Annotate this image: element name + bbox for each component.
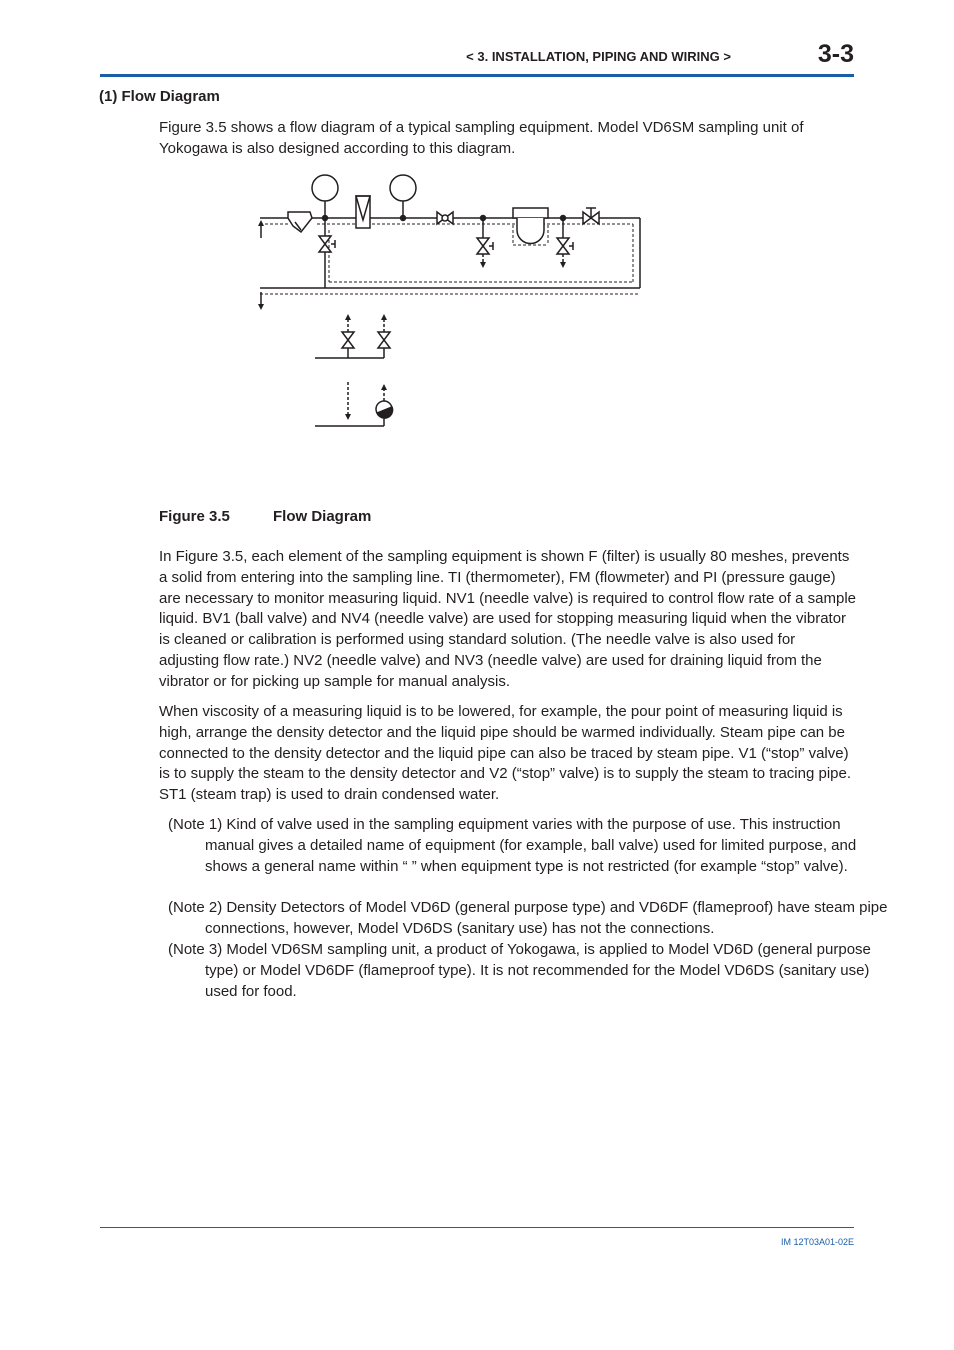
figure-caption [159,508,371,525]
figure-label: Figure 3.5 [159,508,230,525]
section-heading: (1) Flow Diagram [99,88,220,105]
note-3: (Note 3) Model VD6SM sampling unit, a product of Yokogawa, is applied to Model VD6D (general purpose type) or Model VD6DF (flameproof type). It is not recommended for the Model VD6DS (sanitary use) used for food. [168,941,871,1000]
junction-dot [561,216,566,221]
steam-trap-symbol [315,382,393,426]
junction-dot [481,216,486,221]
needle-valve-symbol [319,220,335,288]
density-detector-symbol [513,208,548,244]
stop-valve-symbol [583,208,599,224]
body-paragraph: In Figure 3.5, each element of the sampling equipment is shown F (filter) is usually 80 meshes, prevents a solid from entering into the sampling line. TI (thermometer), FM (flowmeter) and PI (pressure gauge) are necessary to monitor measuring liquid. NV1 (needle valve) is required to control flow rate of a sample liquid. BV1 (ball valve) and NV4 (needle valve) are used for stopping measuring liquid when the vibrator is cleaned or calibration is performed using standard solution. (The needle valve is also used for adjusting flow rate.) NV2 (needle valve) and NV3 (needle valve) are used for draining liquid from the vibrator or for picking up sample for manual analysis. [159,548,857,690]
outlet-arrow [258,292,264,310]
filter-symbol [288,212,312,232]
note-1: (Note 1) Kind of valve used in the sampling equipment varies with the purpose of use. This instruction manual gives a detailed name of equipment (for example, ball valve) used for limited purpose, and shows a general name within “ ” when equipment type is not restricted (for example “stop” valve). [168,816,857,875]
header-rule [100,74,854,77]
running-header: < 3. INSTALLATION, PIPING AND WIRING > [466,49,731,64]
flowmeter-symbol [356,196,370,228]
body-paragraph: When viscosity of a measuring liquid is to be lowered, for example, the pour point of measuring liquid is high, arrange the density detector and the liquid pipe should be warmed individually. Steam pipe can be connected to the density detector and the liquid pipe can also be traced by steam pipe. V1 (“stop” valve) is to supply the steam to the density detector and V2 (“stop” valve) is to supply the steam to tracing pipe. ST1 (steam trap) is used to drain condensed water. [159,703,852,804]
drain-valve-symbol [477,220,493,268]
drain-valve-symbol [557,220,573,268]
intro-paragraph: Figure 3.5 shows a flow diagram of a typical sampling equipment. Model VD6SM sampling unit of Yokogawa is also designed according to this diagram. [159,119,804,157]
footer-rule [100,1227,854,1228]
pressure-gauge-symbol [390,175,416,221]
page-number: 3-3 [817,40,854,68]
document-id: IM 12T03A01-02E [780,1237,854,1247]
thermometer-symbol [312,175,338,221]
steam-supply-valve-symbol [315,314,390,358]
figure-title: Flow Diagram [273,508,372,525]
note-2: (Note 2) Density Detectors of Model VD6D (general purpose type) and VD6DF (flameproof) have steam pipe connections, however, Model VD6DS (sanitary use) has not the connections. [168,899,888,937]
sample-line [260,218,640,288]
ball-valve-symbol [437,212,453,224]
steam-tracing-line [260,224,640,294]
inlet-arrow [258,220,264,238]
flow-diagram [255,170,655,435]
